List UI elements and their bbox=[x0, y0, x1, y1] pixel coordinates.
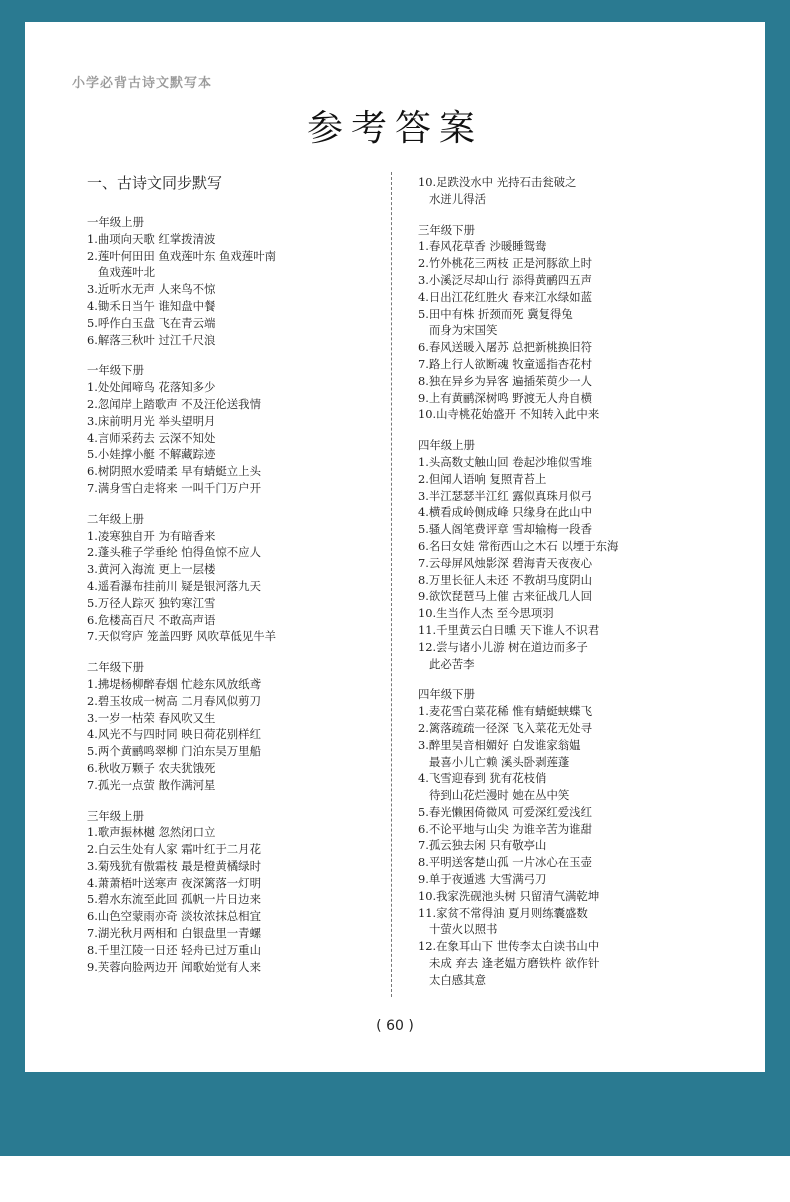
answer-line: 2.忽闻岸上踏歌声 不及汪伦送我情 bbox=[87, 396, 261, 411]
answer-item bbox=[418, 238, 758, 255]
answer-line: 5.两个黄鹂鸣翠柳 门泊东吴万里船 bbox=[87, 744, 261, 759]
answer-line: 7.孤光一点萤 散作满河星 bbox=[87, 777, 216, 792]
answer-continuation-line: 而身为宋国笑 bbox=[429, 323, 498, 338]
answer-item bbox=[418, 373, 758, 390]
answer-line: 4.风光不与四时同 映日荷花别样红 bbox=[87, 727, 261, 742]
answer-item bbox=[87, 544, 377, 561]
answer-line: 3.菊残犹有傲霜枝 最是橙黄橘绿时 bbox=[87, 858, 261, 873]
answer-item bbox=[418, 471, 758, 488]
answer-line: 9.上有黄鹂深树鸣 野渡无人舟自横 bbox=[418, 390, 592, 405]
answer-item bbox=[87, 959, 377, 976]
answer-item bbox=[87, 777, 377, 794]
answer-line: 6.危楼高百尺 不敢高声语 bbox=[87, 612, 216, 627]
answer-line: 8.独在异乡为异客 遍插茱萸少一人 bbox=[418, 373, 592, 388]
answer-line: 1.头高数丈触山回 卷起沙堆似雪堆 bbox=[418, 454, 592, 469]
answer-item bbox=[418, 821, 758, 838]
answer-line: 1.凌寒独自开 为有暗香来 bbox=[87, 528, 216, 543]
answer-line: 10.山寺桃花始盛开 不知转入此中来 bbox=[418, 407, 600, 422]
grade-title: 二年级上册 bbox=[87, 511, 144, 526]
answer-line: 5.呼作白玉盘 飞在青云端 bbox=[87, 315, 216, 330]
answer-line: 6.解落三秋叶 过江千尺浪 bbox=[87, 332, 216, 347]
answer-item bbox=[418, 390, 758, 407]
left-grade-list bbox=[87, 214, 377, 975]
answer-line: 4.言师采药去 云深不知处 bbox=[87, 430, 216, 445]
answer-item bbox=[418, 521, 758, 538]
answer-line: 1.曲项向天歌 红掌拨清波 bbox=[87, 231, 216, 246]
document-page bbox=[25, 22, 765, 1072]
answer-continuation-line: 水迸儿得活 bbox=[429, 191, 486, 206]
answer-item bbox=[87, 710, 377, 727]
answer-item bbox=[87, 281, 377, 298]
grade-title: 四年级上册 bbox=[418, 438, 475, 453]
answer-item bbox=[418, 837, 758, 854]
grade-block bbox=[87, 362, 377, 496]
answer-item bbox=[87, 628, 377, 645]
answer-item bbox=[418, 770, 758, 804]
answer-line: 7.湖光秋月两相和 白银盘里一青螺 bbox=[87, 926, 261, 941]
answer-item bbox=[418, 538, 758, 555]
answer-line: 4.遥看瀑布挂前川 疑是银河落九天 bbox=[87, 578, 261, 593]
answer-line: 2.蓬头稚子学垂纶 怕得鱼惊不应人 bbox=[87, 545, 261, 560]
answer-line: 5.碧水东流至此回 孤帆一片日边来 bbox=[87, 892, 261, 907]
answer-line: 12.尝与诸小儿游 树在道边而多子 bbox=[418, 639, 588, 654]
answer-line: 5.田中有株 折颈而死 冀复得兔 bbox=[418, 306, 573, 321]
answer-line: 6.春风送暖入屠苏 总把新桃换旧符 bbox=[418, 340, 592, 355]
answer-line: 7.孤云独去闲 只有敬亭山 bbox=[418, 838, 547, 853]
answer-continuation-line: 未成 弃去 逢老媪方磨铁杵 欲作针 bbox=[429, 956, 600, 971]
grade-block bbox=[87, 659, 377, 793]
bottom-background-band bbox=[0, 1072, 790, 1156]
answer-line: 1.拂堤杨柳醉春烟 忙趁东风放纸鸢 bbox=[87, 676, 261, 691]
answer-line: 10.足跌没水中 光持石击瓮破之 bbox=[418, 175, 577, 189]
answer-item bbox=[87, 480, 377, 497]
grade-block bbox=[87, 808, 377, 976]
answer-item bbox=[87, 298, 377, 315]
answer-line: 3.一岁一枯荣 春风吹又生 bbox=[87, 710, 216, 725]
answer-item bbox=[418, 306, 758, 340]
answer-item bbox=[418, 888, 758, 905]
answer-item bbox=[87, 925, 377, 942]
answer-item bbox=[418, 572, 758, 589]
answer-item bbox=[87, 561, 377, 578]
answer-item bbox=[87, 858, 377, 875]
answer-item bbox=[418, 639, 758, 673]
answer-line: 8.平明送客楚山孤 一片冰心在玉壶 bbox=[418, 855, 592, 870]
left-column bbox=[87, 174, 377, 975]
grade-block bbox=[418, 686, 758, 988]
answer-line: 7.满身雪白走将来 一叫千门万户开 bbox=[87, 480, 261, 495]
answer-item bbox=[418, 905, 758, 939]
page-number: ( 60 ) bbox=[376, 1018, 414, 1034]
grade-block bbox=[87, 214, 377, 348]
answer-item bbox=[418, 555, 758, 572]
grade-block bbox=[87, 511, 377, 645]
answer-line: 2.竹外桃花三两枝 正是河豚欲上时 bbox=[418, 256, 592, 271]
answer-line: 1.处处闻啼鸟 花落知多少 bbox=[87, 380, 216, 395]
answer-line: 2.莲叶何田田 鱼戏莲叶东 鱼戏莲叶南 bbox=[87, 248, 276, 263]
answer-item bbox=[418, 804, 758, 821]
answer-line: 4.日出江花红胜火 春来江水绿如蓝 bbox=[418, 289, 592, 304]
answer-line: 11.千里黄云白日曛 天下谁人不识君 bbox=[418, 622, 600, 637]
answer-item bbox=[418, 737, 758, 771]
answer-line: 4.锄禾日当午 谁知盘中餐 bbox=[87, 298, 216, 313]
column-divider bbox=[391, 172, 392, 997]
answer-line: 10.生当作人杰 至今思项羽 bbox=[418, 606, 554, 621]
answer-line: 9.欲饮琵琶马上催 古来征战几人回 bbox=[418, 589, 592, 604]
answer-line: 2.白云生处有人家 霜叶红于二月花 bbox=[87, 842, 261, 857]
grade-title: 三年级下册 bbox=[418, 222, 475, 237]
answer-item bbox=[418, 174, 758, 208]
answer-item bbox=[418, 454, 758, 471]
answer-item bbox=[87, 430, 377, 447]
continued-items bbox=[418, 174, 758, 208]
answer-line: 1.麦花雪白菜花稀 惟有蜻蜓蛱蝶飞 bbox=[418, 704, 592, 719]
answer-continuation-line: 十萤火以照书 bbox=[429, 922, 498, 937]
answer-item bbox=[87, 908, 377, 925]
answer-item bbox=[418, 854, 758, 871]
answer-item bbox=[87, 743, 377, 760]
answer-line: 2.但闻人语响 复照青苔上 bbox=[418, 471, 547, 486]
answer-line: 6.不论平地与山尖 为谁辛苦为谁甜 bbox=[418, 821, 592, 836]
answer-item bbox=[418, 339, 758, 356]
grade-title: 二年级下册 bbox=[87, 660, 144, 675]
answer-item bbox=[418, 720, 758, 737]
right-column bbox=[418, 174, 758, 989]
answer-item bbox=[418, 272, 758, 289]
grade-title: 三年级上册 bbox=[87, 808, 144, 823]
answer-line: 7.路上行人欲断魂 牧童遥指杏花村 bbox=[418, 356, 592, 371]
answer-item bbox=[87, 726, 377, 743]
answer-item bbox=[87, 528, 377, 545]
answer-item bbox=[87, 824, 377, 841]
answer-item bbox=[87, 248, 377, 282]
answer-item bbox=[418, 255, 758, 272]
answer-line: 2.篱落疏疏一径深 飞入菜花无处寻 bbox=[418, 720, 592, 735]
answer-item bbox=[87, 595, 377, 612]
answer-line: 8.千里江陵一日还 轻舟已过万重山 bbox=[87, 942, 261, 957]
answer-item bbox=[87, 231, 377, 248]
answer-line: 5.小娃撑小艇 不解藏踪迹 bbox=[87, 447, 216, 462]
answer-item bbox=[87, 693, 377, 710]
answer-line: 5.万径人踪灭 独钓寒江雪 bbox=[87, 595, 216, 610]
grade-title: 一年级下册 bbox=[87, 363, 144, 378]
answer-item bbox=[418, 938, 758, 988]
answer-line: 3.黄河入海流 更上一层楼 bbox=[87, 562, 216, 577]
answer-item bbox=[87, 315, 377, 332]
answer-line: 6.树阴照水爱晴柔 早有蜻蜓立上头 bbox=[87, 464, 261, 479]
answer-line: 7.云母屏风烛影深 碧海青天夜夜心 bbox=[418, 555, 592, 570]
answer-continuation-line: 鱼戏莲叶北 bbox=[98, 265, 155, 280]
answer-continuation-line: 最喜小儿亡赖 溪头卧剥莲蓬 bbox=[429, 754, 570, 769]
answer-line: 6.山色空蒙雨亦奇 淡妆浓抹总相宜 bbox=[87, 909, 261, 924]
grade-title: 四年级下册 bbox=[418, 687, 475, 702]
answer-line: 7.天似穹庐 笼盖四野 风吹草低见牛羊 bbox=[87, 629, 276, 644]
answer-line: 3.醉里吴音相媚好 白发谁家翁媪 bbox=[418, 737, 581, 752]
answer-line: 4.横看成岭侧成峰 只缘身在此山中 bbox=[418, 505, 592, 520]
answer-line: 11.家贫不常得油 夏月则练囊盛数 bbox=[418, 905, 588, 920]
answer-line: 4.萧萧梧叶送寒声 夜深篱落一灯明 bbox=[87, 875, 261, 890]
answer-line: 3.近听水无声 人来鸟不惊 bbox=[87, 282, 216, 297]
grade-block bbox=[418, 437, 758, 672]
answer-line: 9.芙蓉向脸两边开 闻歌始觉有人来 bbox=[87, 959, 261, 974]
answer-line: 1.春风花草香 沙暖睡鸳鸯 bbox=[418, 239, 547, 254]
answer-item bbox=[87, 676, 377, 693]
answer-item bbox=[418, 504, 758, 521]
answer-line: 6.秋收万颗子 农夫犹饿死 bbox=[87, 760, 216, 775]
answer-item bbox=[87, 463, 377, 480]
page-title: 参考答案 bbox=[306, 108, 483, 149]
answer-item bbox=[418, 871, 758, 888]
answer-item bbox=[418, 488, 758, 505]
answer-continuation-line: 太白感其意 bbox=[429, 972, 486, 987]
answer-line: 5.骚人阁笔费评章 雪却输梅一段香 bbox=[418, 522, 592, 537]
answer-item bbox=[87, 379, 377, 396]
answer-item bbox=[87, 578, 377, 595]
answer-item bbox=[418, 588, 758, 605]
answer-item bbox=[87, 891, 377, 908]
footer-background bbox=[0, 1156, 790, 1202]
answer-line: 8.万里长征人未还 不教胡马度阴山 bbox=[418, 572, 592, 587]
answer-line: 1.歌声振林樾 忽然闭口立 bbox=[87, 825, 216, 840]
grade-block bbox=[418, 222, 758, 424]
answer-line: 3.半江瑟瑟半江红 露似真珠月似弓 bbox=[418, 488, 592, 503]
section-heading: 一、古诗文同步默写 bbox=[87, 174, 223, 192]
answer-line: 9.单于夜遁逃 大雪满弓刀 bbox=[418, 872, 547, 887]
answer-item bbox=[418, 703, 758, 720]
book-title-label: 小学必背古诗文默写本 bbox=[72, 76, 213, 91]
answer-item bbox=[87, 446, 377, 463]
answer-item bbox=[418, 289, 758, 306]
answer-item bbox=[87, 612, 377, 629]
answer-line: 6.名曰女娃 常衔西山之木石 以堙于东海 bbox=[418, 538, 619, 553]
answer-item bbox=[418, 605, 758, 622]
answer-item bbox=[87, 413, 377, 430]
answer-line: 3.床前明月光 举头望明月 bbox=[87, 413, 216, 428]
answer-line: 12.在象耳山下 世传李太白读书山中 bbox=[418, 939, 600, 954]
answer-line: 2.碧玉妆成一树高 二月春风似剪刀 bbox=[87, 693, 261, 708]
answer-item bbox=[418, 356, 758, 373]
answer-continuation-line: 待到山花烂漫时 她在丛中笑 bbox=[429, 788, 570, 803]
answer-line: 10.我家洗砚池头树 只留清气满乾坤 bbox=[418, 888, 600, 903]
answer-item bbox=[87, 760, 377, 777]
answer-item bbox=[87, 841, 377, 858]
grade-title: 一年级上册 bbox=[87, 215, 144, 229]
answer-item bbox=[87, 332, 377, 349]
answer-continuation-line: 此必苦李 bbox=[429, 656, 475, 671]
answer-line: 3.小溪泛尽却山行 添得黄鹂四五声 bbox=[418, 272, 592, 287]
right-grade-list bbox=[418, 222, 758, 989]
answer-item bbox=[87, 875, 377, 892]
answer-item bbox=[87, 396, 377, 413]
answer-item bbox=[418, 406, 758, 423]
answer-item bbox=[418, 622, 758, 639]
answer-item bbox=[87, 942, 377, 959]
answer-line: 5.春光懒困倚微风 可爱深红爱浅红 bbox=[418, 804, 592, 819]
top-background-band bbox=[0, 0, 790, 22]
answer-line: 4.飞雪迎春到 犹有花枝俏 bbox=[418, 771, 547, 786]
